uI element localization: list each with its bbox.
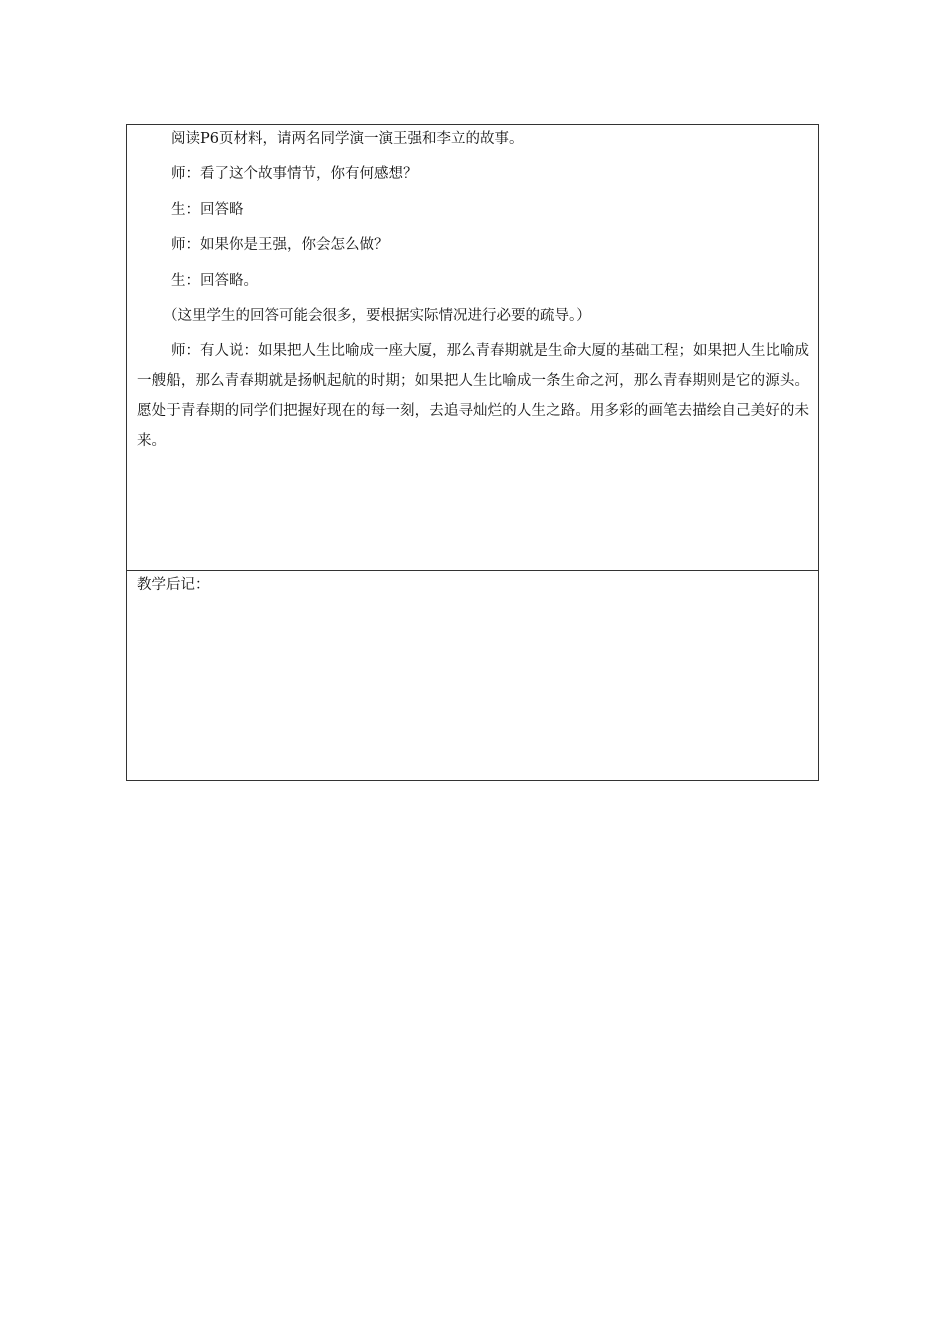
teaching-notes-label: 教学后记：	[137, 577, 210, 593]
lesson-line-student-answer-1: 生：回答略	[171, 202, 244, 218]
lesson-content-cell	[127, 125, 818, 571]
lesson-line-teacher-note: （这里学生的回答可能会很多，要根据实际情况进行必要的疏导。）	[163, 308, 591, 324]
lesson-line-student-answer-2: 生：回答略。	[171, 273, 258, 289]
lesson-line-teacher-question-2: 师：如果你是王强，你会怎么做？	[171, 237, 389, 253]
lesson-line-teacher-question-1: 师：看了这个故事情节，你有何感想？	[171, 166, 418, 182]
lesson-closing-paragraph: 师：有人说：如果把人生比喻成一座大厦，那么青春期就是生命大厦的基础工程；如果把人生比喻成一艘船，那么青春期就是扬帆起航的时期；如果把人生比喻成一条生命之河，那么青春期则是它的源头。愿处于青春期的同学们把握好现在的每一刻，去追寻灿烂的人生之路。用多彩的画笔去描绘自己美好的未来。	[137, 343, 809, 449]
teaching-notes-cell	[127, 571, 818, 780]
lesson-table	[126, 124, 819, 781]
lesson-line-reading: 阅读P6页材料，请两名同学演一演王强和李立的故事。	[171, 131, 524, 147]
